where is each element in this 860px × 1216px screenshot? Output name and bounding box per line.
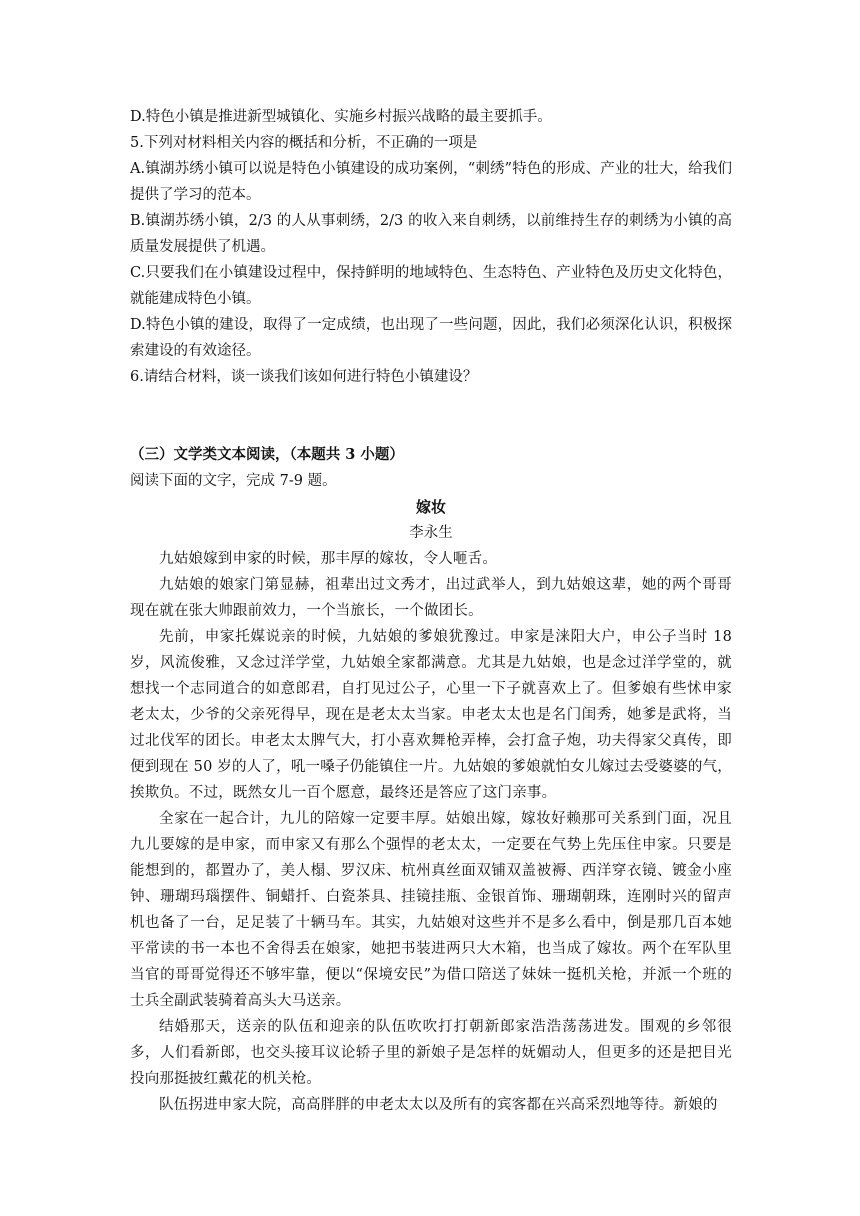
section-instruction: 阅读下面的文字，完成 7-9 题。	[130, 473, 337, 489]
story-title: 嫁妆	[415, 498, 446, 516]
q5-option-d: D.特色小镇的建设，取得了一定成绩，也出现了一些问题，因此，我们必须深化认识，积极探索建设的有效途径。	[130, 317, 732, 359]
answer-space	[130, 390, 732, 442]
story-paragraph: 队伍拐进申家大院，高高胖胖的申老太太以及所有的宾客都在兴高采烈地等待。新娘的	[159, 1097, 718, 1113]
q4-option-d: D.特色小镇是推进新型城镇化、实施乡村振兴战略的最主要抓手。	[130, 109, 552, 125]
story-paragraph: 九姑娘嫁到申家的时候，那丰厚的嫁妆，令人咂舌。	[159, 551, 498, 567]
q5-stem: 5.下列对材料相关内容的概括和分析，不正确的一项是	[130, 135, 478, 151]
story-author: 李永生	[409, 525, 453, 541]
story-paragraph: 全家在一起合计，九儿的陪嫁一定要丰厚。姑娘出嫁，嫁妆好赖那可关系到门面，况且九儿要嫁的是申家，而申家又有那么个强悍的老太太，一定要在气势上先压住申家。只要是能想到的，都置办了，美人榻、罗汉床、杭州真丝面双铺双盖被褥、西洋穿衣镜、镀金小座钟、珊瑚玛瑙摆件、铜蜡扦、白瓷茶具、挂镜挂瓶、金银首饰、珊瑚朝珠，连刚时兴的留声机也备了一台，足足装了十辆马车。其实，九姑娘对这些并不是多么看中，倒是那几百本她平常读的书一本也不舍得丢在娘家，她把书装进两只大木箱，也当成了嫁妆。两个在军队里当官的哥哥觉得还不够牢靠，便以“保境安民”为借口陪送了妹妹一挺机关枪，并派一个班的士兵全副武装骑着高头大马送亲。	[130, 811, 732, 1009]
story-paragraph: 九姑娘的娘家门第显赫，祖辈出过文秀才，出过武举人，到九姑娘这辈，她的两个哥哥现在就在张大帅跟前效力，一个当旅长，一个做团长。	[130, 577, 732, 619]
q6-stem: 6.请结合材料，谈一谈我们该如何进行特色小镇建设？	[130, 369, 478, 385]
q5-option-c: C.只要我们在小镇建设过程中，保持鲜明的地域特色、生态特色、产业特色及历史文化特色，就能建成特色小镇。	[130, 265, 732, 307]
q5-option-a: A.镇湖苏绣小镇可以说是特色小镇建设的成功案例，“刺绣”特色的形成、产业的壮大，给我们提供了学习的范本。	[130, 161, 732, 203]
section-heading: （三）文学类文本阅读，（本题共 3 小题）	[130, 446, 404, 463]
story-paragraph: 先前，申家托媒说亲的时候，九姑娘的爹娘犹豫过。申家是涞阳大户，申公子当时 18 岁，风流俊雅，又念过洋学堂，九姑娘全家都满意。尤其是九姑娘，也是念过洋学堂的，就想找一个志同道合的如意郎君，自打见过公子，心里一下子就喜欢上了。但爹娘有些怵申家老太太，少爷的父亲死得早，现在是老太太当家。申老太太也是名门闺秀，她爹是武将，当过北伐军的团长。申老太太脾气大，打小喜欢舞枪弄棒，会打盒子炮，功夫得家父真传，即便到现在 50 岁的人了，吼一嗓子仍能镇住一片。九姑娘的爹娘就怕女儿嫁过去受婆婆的气，挨欺负。不过，既然女儿一百个愿意，最终还是答应了这门亲事。	[130, 629, 732, 801]
story-paragraph: 结婚那天，送亲的队伍和迎亲的队伍吹吹打打朝新郎家浩浩荡荡进发。围观的乡邻很多，人们看新郎，也交头接耳议论轿子里的新娘子是怎样的妩媚动人，但更多的还是把目光投向那挺披红戴花的机关枪。	[130, 1019, 732, 1087]
q5-option-b: B.镇湖苏绣小镇，2/3 的人从事刺绣，2/3 的收入来自刺绣，以前维持生存的刺绣为小镇的高质量发展提供了机遇。	[130, 213, 732, 255]
